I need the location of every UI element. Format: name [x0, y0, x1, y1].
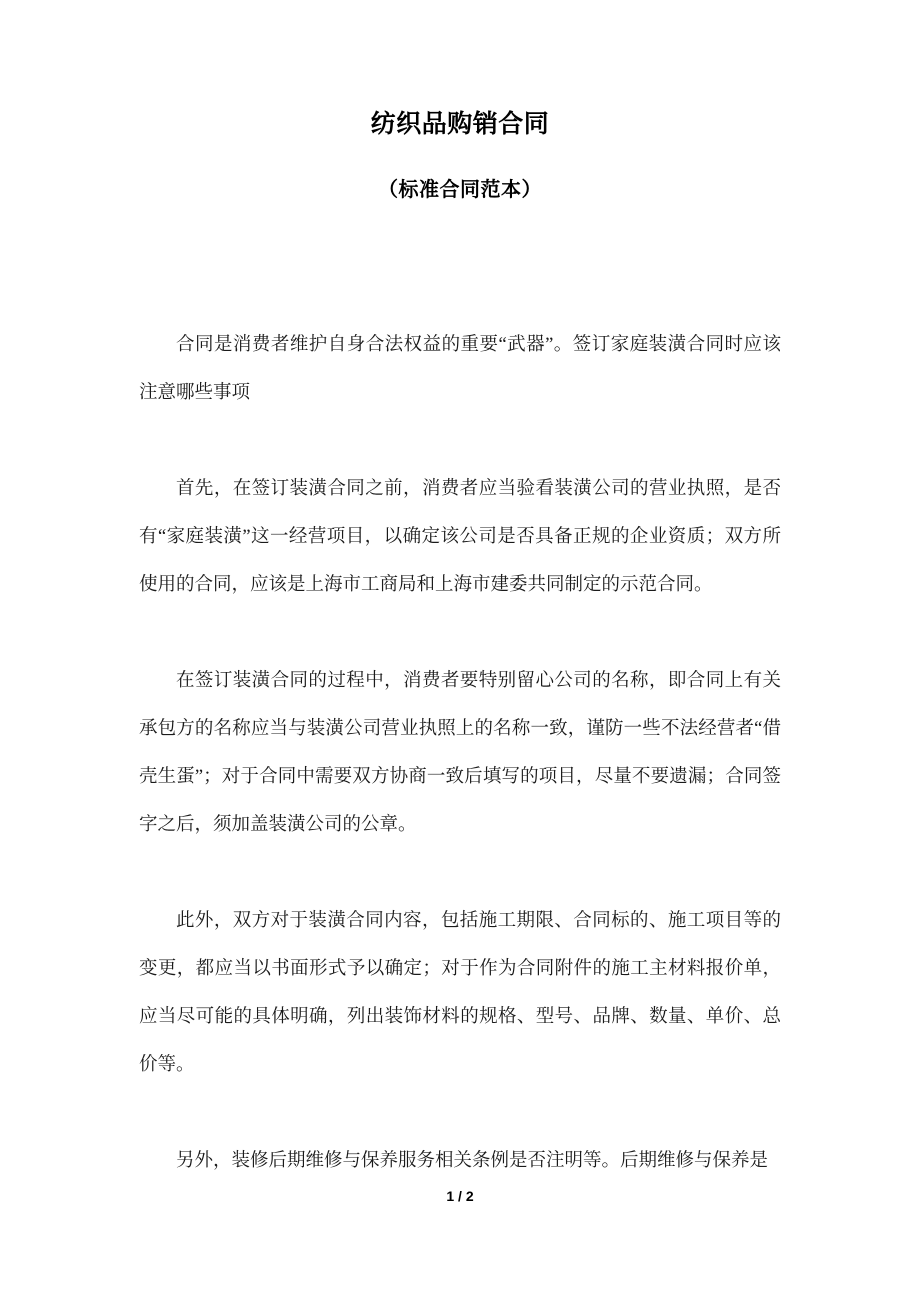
- paragraph: 首先，在签订装潢合同之前，消费者应当验看装潢公司的营业执照，是否有“家庭装潢”这一经营项目，以确定该公司是否具备正规的企业资质；双方所使用的合同，应该是上海市工商局和上海市建委共同制定的示范合同。: [139, 479, 781, 595]
- page-number: 1 / 2: [446, 1188, 474, 1204]
- document-body: [139, 321, 781, 1185]
- document-title: 纺织品购销合同: [370, 110, 550, 138]
- paragraph: 另外，装修后期维修与保养服务相关条例是否注明等。后期维修与保养是: [176, 1151, 769, 1171]
- paragraph: 在签订装潢合同的过程中，消费者要特别留心公司的名称，即合同上有关承包方的名称应当与装潢公司营业执照上的名称一致，谨防一些不法经营者“借壳生蛋”；对于合同中需要双方协商一致后填写的项目，尽量不要遗漏；合同签字之后，须加盖装潢公司的公章。: [139, 671, 781, 835]
- document-subtitle: （标准合同范本）: [378, 179, 542, 201]
- paragraph: 此外，双方对于装潢合同内容，包括施工期限、合同标的、施工项目等的变更，都应当以书面形式予以确定；对于作为合同附件的施工主材料报价单，应当尽可能的具体明确，列出装饰材料的规格、型号、品牌、数量、单价、总价等。: [139, 911, 781, 1075]
- paragraph: 合同是消费者维护自身合法权益的重要“武器”。签订家庭装潢合同时应该注意哪些事项: [139, 335, 781, 403]
